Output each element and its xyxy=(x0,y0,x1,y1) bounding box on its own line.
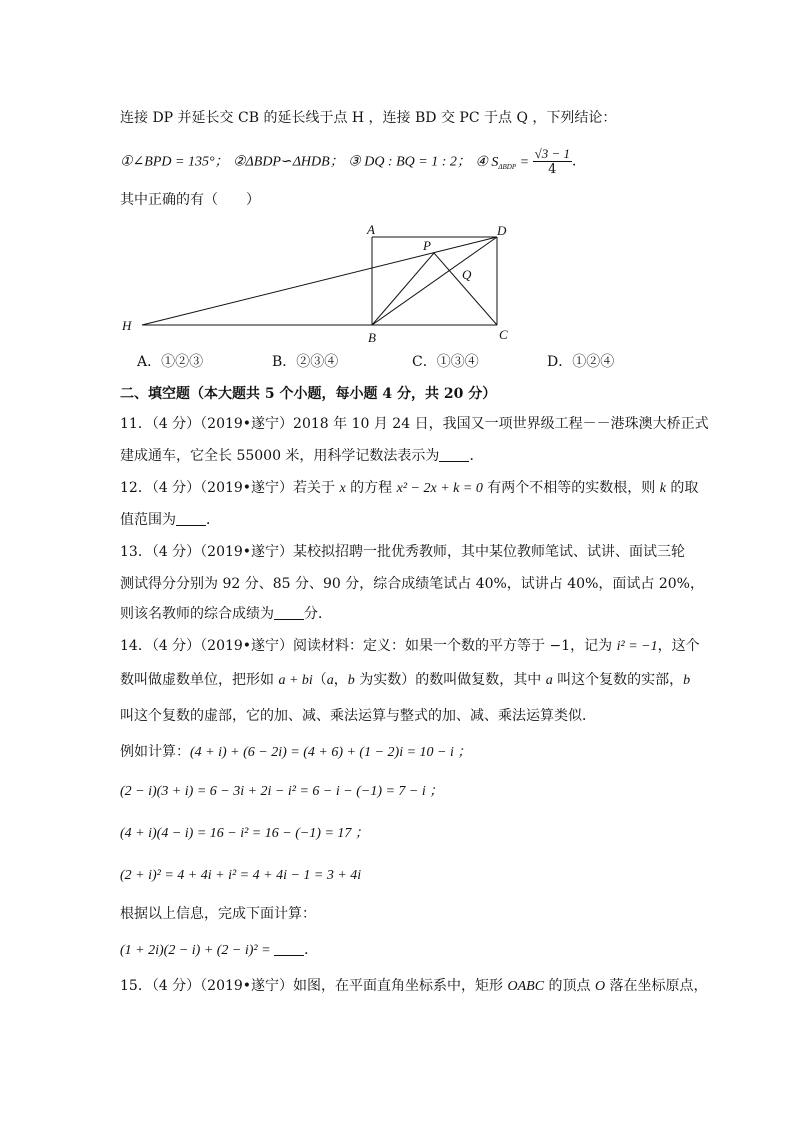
q13-line-2: 测试得分分别为 92 分、85 分、90 分，综合成绩笔试占 40%，试讲占 40%，面试占 20%， xyxy=(120,576,704,592)
q12-line-2: 值范围为 ． xyxy=(120,512,220,528)
q10-conclusion-3: ③ DQ : BQ = 1 : 2； xyxy=(348,154,471,170)
q10-option-d[interactable]: D．①②④ xyxy=(547,354,615,370)
q10-conclusion-1: ①∠BPD = 135°； xyxy=(120,154,229,170)
q14-line-2: 数叫做虚数单位，把形如 a + bi（a，b 为实数）的数叫做复数，其中 a 叫这个复数的实部，b xyxy=(120,672,691,688)
segment-PC xyxy=(434,253,497,325)
label-D: D xyxy=(497,223,507,238)
section-2-heading: 二、填空题（本大题共 5 个小题，每小题 4 分，共 20 分） xyxy=(120,386,497,402)
q14-answer-blank[interactable] xyxy=(274,943,304,956)
q10-conclusion-4: ④ $S_{\Delta BDP}$ = xyxy=(475,154,533,171)
segment-BD xyxy=(372,237,497,325)
q14-example-4: (2 + i)² = 4 + 4i + i² = 4 + 4i − 1 = 3 + 4i xyxy=(120,868,362,883)
q13-line-3: 则该名教师的综合成绩为 分． xyxy=(120,606,332,622)
q10-option-b[interactable]: B．②③④ xyxy=(272,354,339,370)
segment-BP xyxy=(372,253,434,325)
label-B: B xyxy=(368,330,376,345)
label-H: H xyxy=(122,318,132,333)
q10-geometry-figure xyxy=(110,220,530,350)
label-P: P xyxy=(423,238,431,253)
q10-prompt: 其中正确的有（ ） xyxy=(120,192,260,208)
q14-prompt: 根据以上信息，完成下面计算： xyxy=(120,906,316,922)
q10-conclusion-end: ． xyxy=(571,153,586,170)
q10-option-a[interactable]: A．①②③ xyxy=(137,354,204,370)
q10-conclusion-2: ②ΔBDP∽ΔHDB； xyxy=(233,154,344,170)
label-Q: Q xyxy=(462,267,472,282)
q14-example-3: (4 + i)(4 − i) = 16 − i² = 16 − (−1) = 17 ； xyxy=(120,826,369,841)
q14-line-1: 14．（4 分）（2019•遂宁）阅读材料：定义：如果一个数的平方等于 −1，记为 i² = −1，这个 xyxy=(120,638,700,654)
q11-line-2: 建成通车，它全长 55000 米，用科学记数法表示为 ． xyxy=(120,448,484,464)
label-A: A xyxy=(367,222,375,237)
q10-condition-line: 连接 DP 并延长交 CB 的延长线于点 H ，连接 BD 交 PC 于点 Q ，下列结论： xyxy=(120,110,617,126)
q13-answer-blank[interactable] xyxy=(274,607,304,620)
segment-HD xyxy=(142,237,497,325)
q14-example-2: (2 − i)(3 + i) = 6 − 3i + 2i − i² = 6 − i − (−1) = 7 − i ； xyxy=(120,784,444,799)
q15-line-1: 15．（4 分）（2019•遂宁）如图，在平面直角坐标系中，矩形 OABC 的顶点 O 落在坐标原点， xyxy=(120,978,708,994)
q13-line-1: 13．（4 分）（2019•遂宁）某校拟招聘一批优秀教师，其中某位教师笔试、试讲、面试三轮 xyxy=(120,544,686,560)
q14-example-1: 例如计算：(4 + i) + (6 − 2i) = (4 + 6) + (1 − 2)i = 10 − i ； xyxy=(120,744,472,760)
q11-line-1: 11．（4 分）（2019•遂宁）2018 年 10 月 24 日，我国又一项世界级工程－－港珠澳大桥正式 xyxy=(120,416,709,432)
q10-conclusions xyxy=(120,146,680,176)
q12-line-1: 12．（4 分）（2019•遂宁）若关于 x 的方程 x² − 2x + k = 0 有两个不相等的实数根，则 k 的取 xyxy=(120,480,699,496)
q11-answer-blank[interactable] xyxy=(439,449,469,462)
q14-line-3: 叫这个复数的虚部，它的加、减、乘法运算与整式的加、减、乘法运算类似． xyxy=(120,708,596,724)
q12-answer-blank[interactable] xyxy=(176,513,206,526)
q14-calculation: (1 + 2i)(2 − i) + (2 − i)² = ． xyxy=(120,942,319,958)
q10-area-fraction: $\frac{√3 - 1}{4}$ xyxy=(534,146,570,177)
q10-option-c[interactable]: C．①③④ xyxy=(412,354,479,370)
label-C: C xyxy=(499,327,508,342)
